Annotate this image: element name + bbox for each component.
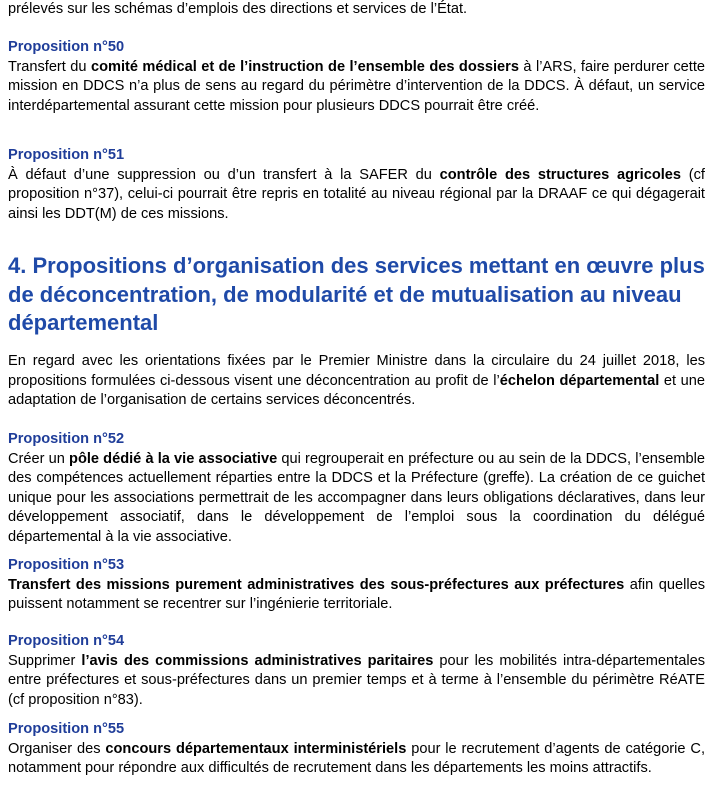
text-span: afin quelles puissent notamment se recentrer sur l’ingénierie territoriale. xyxy=(8,576,705,613)
text-span: Transfert du xyxy=(8,58,91,75)
text-span: qui regrouperait en préfecture ou au sein de la DDCS, l’ensemble des compétences actuellement réparties entre la DDCS et la Préfecture (greffe). La création de ce guichet unique pour les associations permettrait de les accompagner dans leurs obligations déclaratives, dans leur développement associatif, dans le développement de l’emploi sous la coordination du délégué départemental à la vie associative. xyxy=(8,450,705,545)
text-span: et une adaptation de l’organisation de certains services déconcentrés. xyxy=(8,372,705,409)
intro-fragment: prélevés sur les schémas d’emplois des directions et services de l’État. xyxy=(8,1,468,17)
text-span: Organiser des xyxy=(8,740,106,757)
proposition-53-text xyxy=(8,576,705,615)
bold-span: contrôle des structures agricoles xyxy=(439,166,682,183)
proposition-53-title: Proposition n°53 xyxy=(8,557,125,573)
proposition-53 xyxy=(8,556,705,615)
text-span: (cf proposition n°37), celui-ci pourrait être repris en totalité au niveau régional par la DRAAF ce qui dégagerait ainsi les DDT(M) de ces missions. xyxy=(8,166,705,222)
proposition-52 xyxy=(8,430,705,548)
proposition-51-text xyxy=(8,166,705,225)
section-4 xyxy=(8,252,705,338)
bold-span: pôle dédié à la vie associative xyxy=(69,450,278,467)
proposition-55-text xyxy=(8,740,705,779)
proposition-52-title: Proposition n°52 xyxy=(8,431,125,447)
section-4-intro xyxy=(8,352,705,411)
text-span: pour les mobilités intra-départementales entre préfectures et sous-préfectures dans un premier temps et à terme à l’ensemble du périmètre RéATE (cf proposition n°83). xyxy=(8,652,705,708)
bold-span: l’avis des commissions administratives paritaires xyxy=(81,652,434,669)
proposition-54-text xyxy=(8,652,705,711)
bold-span: comité médical et de l’instruction de l’ensemble des dossiers xyxy=(90,58,519,75)
proposition-51-title: Proposition n°51 xyxy=(8,147,125,163)
bold-span: concours départementaux interministériels xyxy=(105,740,407,757)
proposition-51 xyxy=(8,146,705,224)
proposition-52-text xyxy=(8,450,705,548)
text-span: À défaut d’une suppression ou d’un transfert à la SAFER du xyxy=(8,166,440,183)
proposition-55-title: Proposition n°55 xyxy=(8,721,125,737)
text-span: En regard avec les orientations fixées par le Premier Ministre dans la circulaire du 24 juillet 2018, les propositions formulées ci-dessous visent une déconcentration au profit de l’ xyxy=(8,353,705,389)
proposition-50-title: Proposition n°50 xyxy=(8,39,125,55)
text-span: Créer un xyxy=(8,450,70,467)
proposition-55 xyxy=(8,720,705,779)
proposition-50-text xyxy=(8,58,705,117)
bold-span: Transfert des missions purement administratives des sous-préfectures aux préfectures xyxy=(8,576,625,593)
proposition-54-title: Proposition n°54 xyxy=(8,633,125,649)
proposition-54 xyxy=(8,632,705,710)
text-span: pour le recrutement d’agents de catégorie C, notamment pour répondre aux difficultés de recrutement dans les départements les moins attractifs. xyxy=(8,740,706,777)
proposition-50 xyxy=(8,38,705,116)
text-span: à l’ARS, faire perdurer cette mission en DDCS n’a plus de sens au regard du périmètre d’intervention de la DDCS. À défaut, un service interdépartemental assurant cette mission pour plusieurs DDCS pourrait être créé. xyxy=(8,58,705,114)
section-4-title: 4. Propositions d’organisation des services mettant en œuvre plus de déconcentration, de modularité et de mutualisation au niveau départemental xyxy=(8,253,705,335)
text-span: Supprimer xyxy=(8,652,82,669)
bold-span: échelon départemental xyxy=(499,372,660,389)
